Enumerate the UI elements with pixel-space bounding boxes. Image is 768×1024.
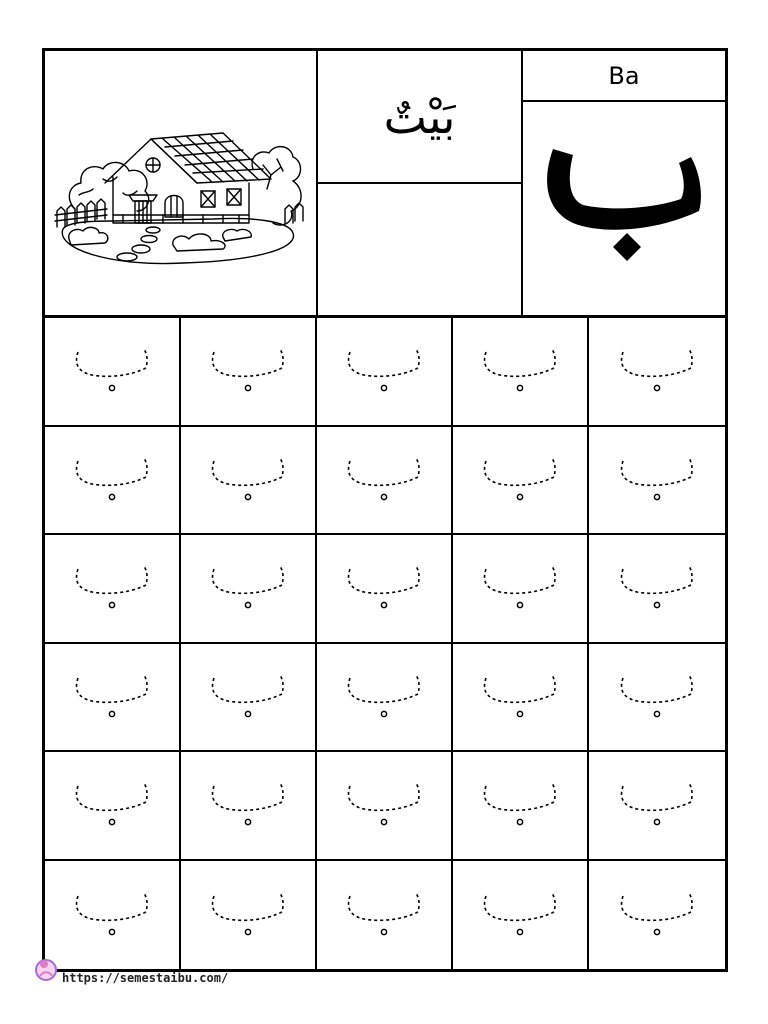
tracing-cell[interactable] <box>453 318 589 427</box>
letter-name: Ba <box>523 51 725 102</box>
tracing-cell[interactable] <box>453 861 589 970</box>
worksheet <box>42 48 728 972</box>
dotted-ba-letter-icon <box>72 455 152 505</box>
tracing-cell[interactable] <box>589 535 725 644</box>
dotted-ba-letter-icon <box>72 890 152 940</box>
dotted-ba-letter-icon <box>72 346 152 396</box>
tracing-cell[interactable] <box>317 318 453 427</box>
dotted-ba-letter-icon <box>208 780 288 830</box>
picture-cell <box>45 51 318 315</box>
tracing-cell[interactable] <box>589 861 725 970</box>
dotted-ba-letter-icon <box>617 890 697 940</box>
tracing-cell[interactable] <box>589 318 725 427</box>
dotted-ba-letter-icon <box>480 563 560 613</box>
tracing-cell[interactable] <box>45 752 181 861</box>
dotted-ba-letter-icon <box>480 455 560 505</box>
footer-url[interactable]: https://semestaibu.com/ <box>62 971 229 985</box>
dotted-ba-letter-icon <box>617 672 697 722</box>
tracing-cell[interactable] <box>45 318 181 427</box>
tracing-cell[interactable] <box>181 427 317 536</box>
dotted-ba-letter-icon <box>480 890 560 940</box>
tracing-cell[interactable] <box>317 644 453 753</box>
tracing-grid <box>45 318 725 969</box>
dotted-ba-letter-icon <box>617 346 697 396</box>
tracing-cell[interactable] <box>45 427 181 536</box>
tracing-cell[interactable] <box>453 752 589 861</box>
tracing-cell[interactable] <box>453 427 589 536</box>
dotted-ba-letter-icon <box>72 563 152 613</box>
tracing-cell[interactable] <box>453 535 589 644</box>
tracing-cell[interactable] <box>45 535 181 644</box>
word-box <box>318 51 521 184</box>
tracing-cell[interactable] <box>589 644 725 753</box>
dotted-ba-letter-icon <box>72 672 152 722</box>
worksheet-header <box>45 51 725 318</box>
tracing-cell[interactable] <box>453 644 589 753</box>
dotted-ba-letter-icon <box>344 455 424 505</box>
dotted-ba-letter-icon <box>344 346 424 396</box>
dotted-ba-letter-icon <box>208 890 288 940</box>
house-illustration-icon <box>53 99 305 269</box>
dotted-ba-letter-icon <box>480 672 560 722</box>
tracing-cell[interactable] <box>45 861 181 970</box>
tracing-cell[interactable] <box>317 427 453 536</box>
dotted-ba-letter-icon <box>208 563 288 613</box>
dotted-ba-letter-icon <box>344 672 424 722</box>
tracing-cell[interactable] <box>589 427 725 536</box>
dotted-ba-letter-icon <box>208 672 288 722</box>
tracing-cell[interactable] <box>181 535 317 644</box>
footer <box>34 954 228 984</box>
tracing-cell[interactable] <box>181 752 317 861</box>
arabic-word: بَيْتٌ <box>383 89 456 144</box>
dotted-ba-letter-icon <box>617 780 697 830</box>
dotted-ba-letter-icon <box>480 780 560 830</box>
dotted-ba-letter-icon <box>344 780 424 830</box>
dotted-ba-letter-icon <box>344 563 424 613</box>
dotted-ba-letter-icon <box>617 563 697 613</box>
dotted-ba-letter-icon <box>208 455 288 505</box>
dotted-ba-letter-icon <box>72 780 152 830</box>
tracing-cell[interactable] <box>589 752 725 861</box>
letter-cell <box>523 51 725 315</box>
semestaibu-logo-icon <box>34 954 60 984</box>
big-letter <box>523 102 725 315</box>
tracing-cell[interactable] <box>45 644 181 753</box>
word-cell <box>318 51 523 315</box>
dotted-ba-letter-icon <box>208 346 288 396</box>
dotted-ba-letter-icon <box>617 455 697 505</box>
tracing-cell[interactable] <box>181 318 317 427</box>
ba-letter-glyph <box>539 139 709 279</box>
dotted-ba-letter-icon <box>480 346 560 396</box>
tracing-cell[interactable] <box>317 752 453 861</box>
tracing-cell[interactable] <box>317 861 453 970</box>
tracing-cell[interactable] <box>181 644 317 753</box>
dotted-ba-letter-icon <box>344 890 424 940</box>
tracing-cell[interactable] <box>181 861 317 970</box>
tracing-cell[interactable] <box>317 535 453 644</box>
